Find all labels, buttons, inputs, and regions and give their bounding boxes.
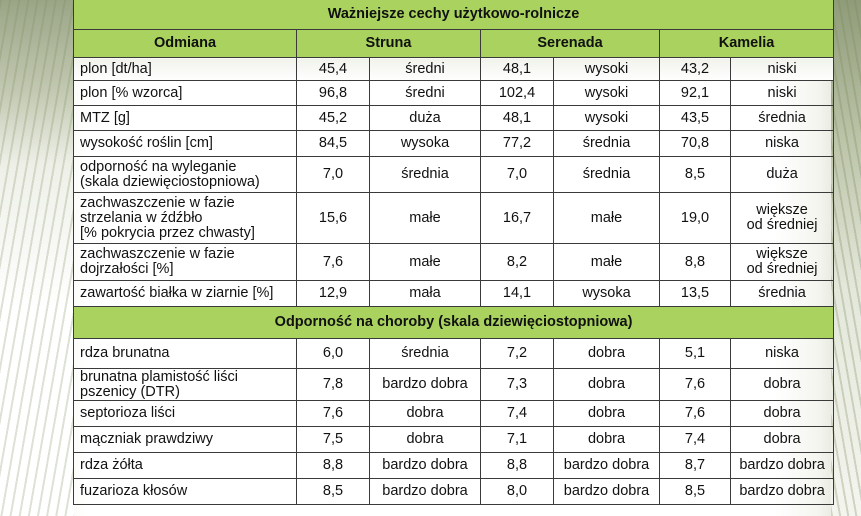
column-header-odmiana: Odmiana	[74, 30, 297, 58]
struna-value: 7,5	[297, 427, 370, 453]
cell-line: mączniak prawdziwy	[80, 431, 213, 447]
row-label	[74, 157, 297, 193]
struna-value: 84,5	[297, 131, 370, 157]
cell-line: dobra	[406, 405, 444, 421]
kamelia-value: 7,4	[660, 427, 731, 453]
cell-line: pszenicy (DTR)	[80, 383, 180, 400]
struna-value: 45,4	[297, 58, 370, 81]
kamelia-rating	[731, 453, 834, 479]
cell-line: dobra	[763, 376, 801, 392]
serenada-rating	[554, 339, 660, 369]
column-header-row	[74, 30, 834, 58]
kamelia-rating	[731, 369, 834, 401]
table-title: Ważniejsze cechy użytkowo-rolnicze	[74, 0, 834, 30]
kamelia-rating	[731, 157, 834, 193]
kamelia-value: 8,7	[660, 453, 731, 479]
serenada-value: 77,2	[481, 131, 554, 157]
struna-value: 7,0	[297, 157, 370, 193]
cell-line: średnia	[401, 345, 449, 361]
cell-line: średni	[405, 60, 445, 77]
cell-line: niska	[765, 135, 799, 151]
cell-line: małe	[590, 209, 623, 226]
row-label	[74, 193, 297, 244]
row-label	[74, 244, 297, 281]
serenada-value: 8,8	[481, 453, 554, 479]
table-row	[74, 427, 834, 453]
cell-line: wysoka	[582, 285, 631, 301]
table-row	[74, 244, 834, 281]
serenada-value: 7,3	[481, 369, 554, 401]
cell-line: dobra	[587, 431, 626, 447]
cell-line: średnia	[582, 135, 631, 151]
serenada-value: 14,1	[481, 281, 554, 307]
cell-line: wysoka	[400, 135, 450, 151]
cell-line: dobra	[587, 405, 626, 421]
cell-line: duża	[409, 109, 441, 126]
struna-value: 8,5	[297, 479, 370, 505]
kamelia-rating	[731, 339, 834, 369]
row-label	[74, 401, 297, 427]
table-body	[74, 0, 834, 505]
struna-rating	[370, 58, 481, 81]
cell-line: rdza brunatna	[80, 345, 170, 361]
cell-line: bardzo dobra	[382, 483, 468, 499]
cell-line: wysoki	[584, 60, 629, 77]
struna-rating	[370, 131, 481, 157]
cell-line: dojrzałości [%]	[80, 261, 174, 277]
serenada-rating	[554, 58, 660, 81]
cell-line: dobra	[587, 345, 626, 361]
struna-value: 7,8	[297, 369, 370, 401]
serenada-rating	[554, 479, 660, 505]
serenada-rating	[554, 106, 660, 131]
struna-rating	[370, 281, 481, 307]
struna-value: 6,0	[297, 339, 370, 369]
cell-line: bardzo dobra	[563, 483, 650, 499]
cell-line: fuzarioza kłosów	[80, 483, 188, 499]
cell-line: większe	[756, 202, 808, 218]
table-row	[74, 369, 834, 401]
cell-line: [% pokrycia przez chwasty]	[80, 224, 255, 241]
kamelia-rating	[731, 131, 834, 157]
section-title-disease-resistance: Odporność na choroby (skala dziewięciostopniowa)	[74, 307, 834, 339]
row-label	[74, 339, 297, 369]
kamelia-value: 43,5	[660, 106, 731, 131]
cell-line: bardzo dobra	[382, 376, 468, 392]
kamelia-rating	[731, 427, 834, 453]
serenada-value: 7,4	[481, 401, 554, 427]
kamelia-rating	[731, 193, 834, 244]
cell-line: odporność na wyleganie	[80, 158, 237, 175]
struna-rating	[370, 106, 481, 131]
cell-line: średni	[405, 84, 445, 101]
struna-value: 15,6	[297, 193, 370, 244]
kamelia-rating	[731, 244, 834, 281]
kamelia-value: 43,2	[660, 58, 731, 81]
serenada-value: 102,4	[481, 81, 554, 106]
table-row	[74, 193, 834, 244]
cell-line: małe	[409, 253, 441, 270]
background-photo-right	[831, 0, 861, 516]
kamelia-value: 70,8	[660, 131, 731, 157]
table-row	[74, 479, 834, 505]
cell-line: zawartość białka w ziarnie [%]	[80, 285, 274, 301]
kamelia-value: 13,5	[660, 281, 731, 307]
cell-line: większe	[756, 246, 808, 262]
struna-rating	[370, 157, 481, 193]
struna-rating	[370, 369, 481, 401]
struna-rating	[370, 81, 481, 106]
serenada-rating	[554, 157, 660, 193]
cell-line: septorioza liści	[80, 405, 176, 421]
column-header-kamelia: Kamelia	[660, 30, 834, 58]
cell-line: od średniej	[746, 261, 818, 277]
table-row	[74, 58, 834, 81]
kamelia-value: 8,8	[660, 244, 731, 281]
column-header-serenada: Serenada	[481, 30, 660, 58]
kamelia-rating	[731, 81, 834, 106]
row-label	[74, 427, 297, 453]
cell-line: bardzo dobra	[739, 483, 825, 499]
cell-line: średnia	[582, 166, 631, 182]
row-label	[74, 106, 297, 131]
cell-line: niski	[767, 60, 797, 77]
kamelia-rating	[731, 106, 834, 131]
serenada-rating	[554, 401, 660, 427]
serenada-value: 16,7	[481, 193, 554, 244]
serenada-rating	[554, 244, 660, 281]
cell-line: strzelania w źdźbło	[80, 209, 203, 226]
cell-line: dobra	[587, 376, 626, 392]
serenada-value: 48,1	[481, 106, 554, 131]
table-title-row	[74, 0, 834, 30]
table-row	[74, 339, 834, 369]
row-label	[74, 81, 297, 106]
serenada-value: 8,0	[481, 479, 554, 505]
serenada-value: 7,1	[481, 427, 554, 453]
background-photo-left	[0, 0, 74, 516]
cell-line: mała	[409, 285, 441, 301]
cell-line: wysokość roślin [cm]	[80, 135, 213, 151]
column-header-struna: Struna	[297, 30, 481, 58]
serenada-value: 7,2	[481, 339, 554, 369]
cell-line: średnia	[758, 109, 806, 126]
cell-line: (skala dziewięciostopniowa)	[80, 173, 260, 190]
kamelia-value: 8,5	[660, 479, 731, 505]
variety-comparison-table	[73, 0, 834, 505]
kamelia-value: 8,5	[660, 157, 731, 193]
struna-value: 7,6	[297, 244, 370, 281]
kamelia-value: 19,0	[660, 193, 731, 244]
struna-value: 7,6	[297, 401, 370, 427]
kamelia-rating	[731, 281, 834, 307]
cell-line: małe	[590, 253, 623, 270]
struna-rating	[370, 339, 481, 369]
serenada-rating	[554, 369, 660, 401]
struna-rating	[370, 453, 481, 479]
cell-line: niski	[767, 84, 797, 101]
cell-line: bardzo dobra	[739, 457, 825, 473]
section-header-row	[74, 307, 834, 339]
serenada-rating	[554, 131, 660, 157]
cell-line: wysoki	[584, 84, 629, 101]
cell-line: rdza żółta	[80, 457, 143, 473]
table-row	[74, 131, 834, 157]
row-label	[74, 58, 297, 81]
table-row	[74, 81, 834, 106]
row-label	[74, 369, 297, 401]
cell-line: dobra	[406, 431, 444, 447]
cell-line: średnia	[401, 166, 449, 182]
serenada-rating	[554, 427, 660, 453]
table-row	[74, 401, 834, 427]
serenada-rating	[554, 453, 660, 479]
cell-line: MTZ [g]	[80, 109, 130, 126]
kamelia-value: 5,1	[660, 339, 731, 369]
table-row	[74, 453, 834, 479]
serenada-rating	[554, 281, 660, 307]
table-row	[74, 157, 834, 193]
cell-line: plon [dt/ha]	[80, 60, 152, 77]
struna-rating	[370, 401, 481, 427]
table-row	[74, 106, 834, 131]
cell-line: bardzo dobra	[382, 457, 468, 473]
row-label	[74, 281, 297, 307]
cell-line: dobra	[763, 405, 801, 421]
serenada-rating	[554, 193, 660, 244]
cell-line: bardzo dobra	[563, 457, 650, 473]
cell-line: duża	[766, 166, 798, 182]
serenada-value: 7,0	[481, 157, 554, 193]
kamelia-rating	[731, 479, 834, 505]
cell-line: brunatna plamistość liści	[80, 368, 238, 385]
cell-line: małe	[409, 209, 441, 226]
cell-line: zachwaszczenie w fazie	[80, 194, 235, 211]
cell-line: niska	[765, 345, 799, 361]
struna-rating	[370, 193, 481, 244]
cell-line: od średniej	[746, 217, 818, 233]
struna-value: 8,8	[297, 453, 370, 479]
struna-value: 12,9	[297, 281, 370, 307]
kamelia-value: 7,6	[660, 369, 731, 401]
struna-rating	[370, 427, 481, 453]
cell-line: wysoki	[584, 109, 629, 126]
cell-line: zachwaszczenie w fazie	[80, 246, 235, 262]
kamelia-value: 7,6	[660, 401, 731, 427]
struna-rating	[370, 244, 481, 281]
table-row	[74, 281, 834, 307]
struna-value: 45,2	[297, 106, 370, 131]
kamelia-rating	[731, 401, 834, 427]
row-label	[74, 453, 297, 479]
serenada-value: 48,1	[481, 58, 554, 81]
cell-line: średnia	[758, 285, 806, 301]
struna-rating	[370, 479, 481, 505]
serenada-rating	[554, 81, 660, 106]
kamelia-value: 92,1	[660, 81, 731, 106]
kamelia-rating	[731, 58, 834, 81]
struna-value: 96,8	[297, 81, 370, 106]
serenada-value: 8,2	[481, 244, 554, 281]
row-label	[74, 131, 297, 157]
cell-line: plon [% wzorca]	[80, 84, 183, 101]
cell-line: dobra	[763, 431, 801, 447]
row-label	[74, 479, 297, 505]
